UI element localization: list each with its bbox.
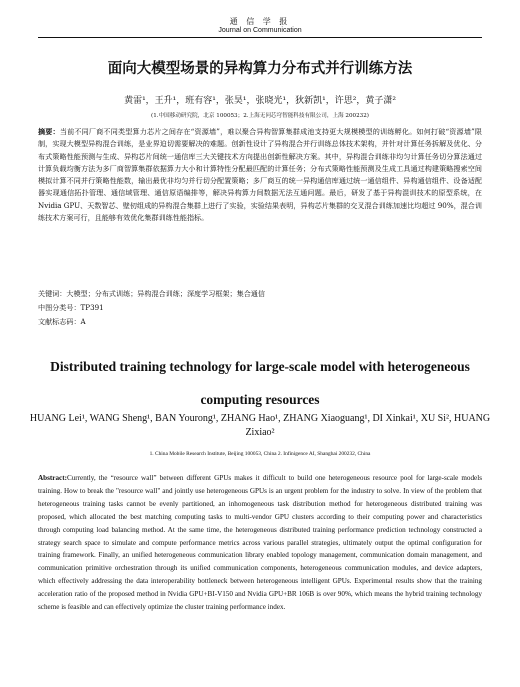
paper-title-en-line1: Distributed training technology for large-scale model with heterogeneous <box>50 359 470 374</box>
paper-title-cn: 面向大模型场景的异构算力分布式并行训练方法 <box>107 61 413 77</box>
authors-en: HUANG Lei¹, WANG Sheng¹, BAN Yourong¹, ZHANG Hao¹, ZHANG Xiaoguang¹, DI Xinkai¹, XU Si², HUANG Zixiao² <box>29 413 491 438</box>
keywords-cn: 关键词：大模型；分布式训练；异构混合训练；深度学习框架；集合通信 <box>38 289 265 298</box>
clc-number-cn: 中图分类号：TP391 <box>38 303 104 312</box>
document-code-cn: 文献标志码：A <box>38 317 86 326</box>
paper-title-en <box>20 350 500 416</box>
abstract-en <box>38 472 482 614</box>
affiliation-en: 1. China Mobile Research Institute, Beijing 100053, China 2. Infinigence AI, Shanghai 200232, China <box>149 451 371 457</box>
abstract-en-label: Abstract: <box>38 474 67 482</box>
journal-name-cn: 通 信 学 报 <box>229 17 291 26</box>
affiliation-cn: (1.中国移动研究院，北京 100053；2.上海无问芯穹智能科技有限公司，上海 200232) <box>151 113 369 119</box>
paper-title-en-line2: computing resources <box>200 392 320 407</box>
abstract-cn-label: 摘要： <box>38 127 60 136</box>
abstract-cn <box>38 126 482 224</box>
authors-cn: 黄雷¹，王升¹，班有容¹，张昊¹，张晓光¹，狄新凯¹，许思²，黄子潇² <box>124 96 396 106</box>
abstract-cn-text: 当前不同厂商不同类型算力芯片之间存在“资源墙”，难以聚合异构智算集群成池支持更大规模模型的训练孵化。如何打破“资源墙”限制，实现大模型异构混合训练，是业界迫切需要解决的难题。创新性设计了异构混合并行训练总体技术架构，并针对计算任务拆解及优化、分布式策略性能预测与生成、异构芯片间统一通信库三大关键技术方向提出创新性解决方案。其中，异构混合训练非均匀计算任务切分算法通过计算负载均衡方法为多厂商智算集群依据算力大小和计算特性分配最匹配的计算任务；分布式策略性能预测及生成工具通过构建策略搜索空间模拟计算不同并行策略性能数，输出最优非均匀并行切分配置策略；多厂商互的统一异构通信库通过统一通信组件、异构通信组件、设备适配器实现通信拓扑管理、通信域管理、通信原语编排等，解决异构算力间数据无法互通问题。最后，研发了基于异构混训技术的原型系统，在 Nvidia GPU、天数智芯、壁仞组成的异构混合集群上进行了实验，实验结果表明，异构芯片集群的交叉混合训练加速比均超过 90%，混合训练技术方案可行，且能够有效优化集群训练性能指标。 <box>38 127 482 223</box>
abstract-en-text: Currently, the “resource wall” between different GPUs makes it difficult to build one heterogeneous resource pool for large-scale models training. How to break the "resource wall" and jointly use heterogeneous GPUs is an urgent problem for the industry to solve. In view of the problem that heterogeneous training tasks cannot be evenly partitioned, an inhomogeneous task distribution method for heterogeneous distributed training was proposed, which allocated the best matching computing tasks to multi-vendor GPU clusters according to their computing power and characteristics through computing load balancing method. At the same time, the heterogeneous distributed training performance prediction technology constructed a strategy search space to simulate and compute performance metrics across various parallel strategies, ultimately output the optimal configuration for training framework. Finally, an unified heterogeneous communication library enabled topology management, communication domain management, and communication primitive orchestration through its unified communication components, heterogeneous communication modules, and device adapters, which effectively addressing the data interoperability bottleneck between heterogeneous intelligent GPUs. Experimental results show that the training acceleration ratio of the proposed method in Nvidia GPU+BI-V150 and Nvidia GPU+BR 106B is over 90%, which means the hybrid training technology scheme is feasible and can effectively optimize the cluster training performance index. <box>38 474 482 612</box>
header-rule <box>38 37 482 38</box>
journal-name-en: Journal on Communication <box>218 27 302 34</box>
